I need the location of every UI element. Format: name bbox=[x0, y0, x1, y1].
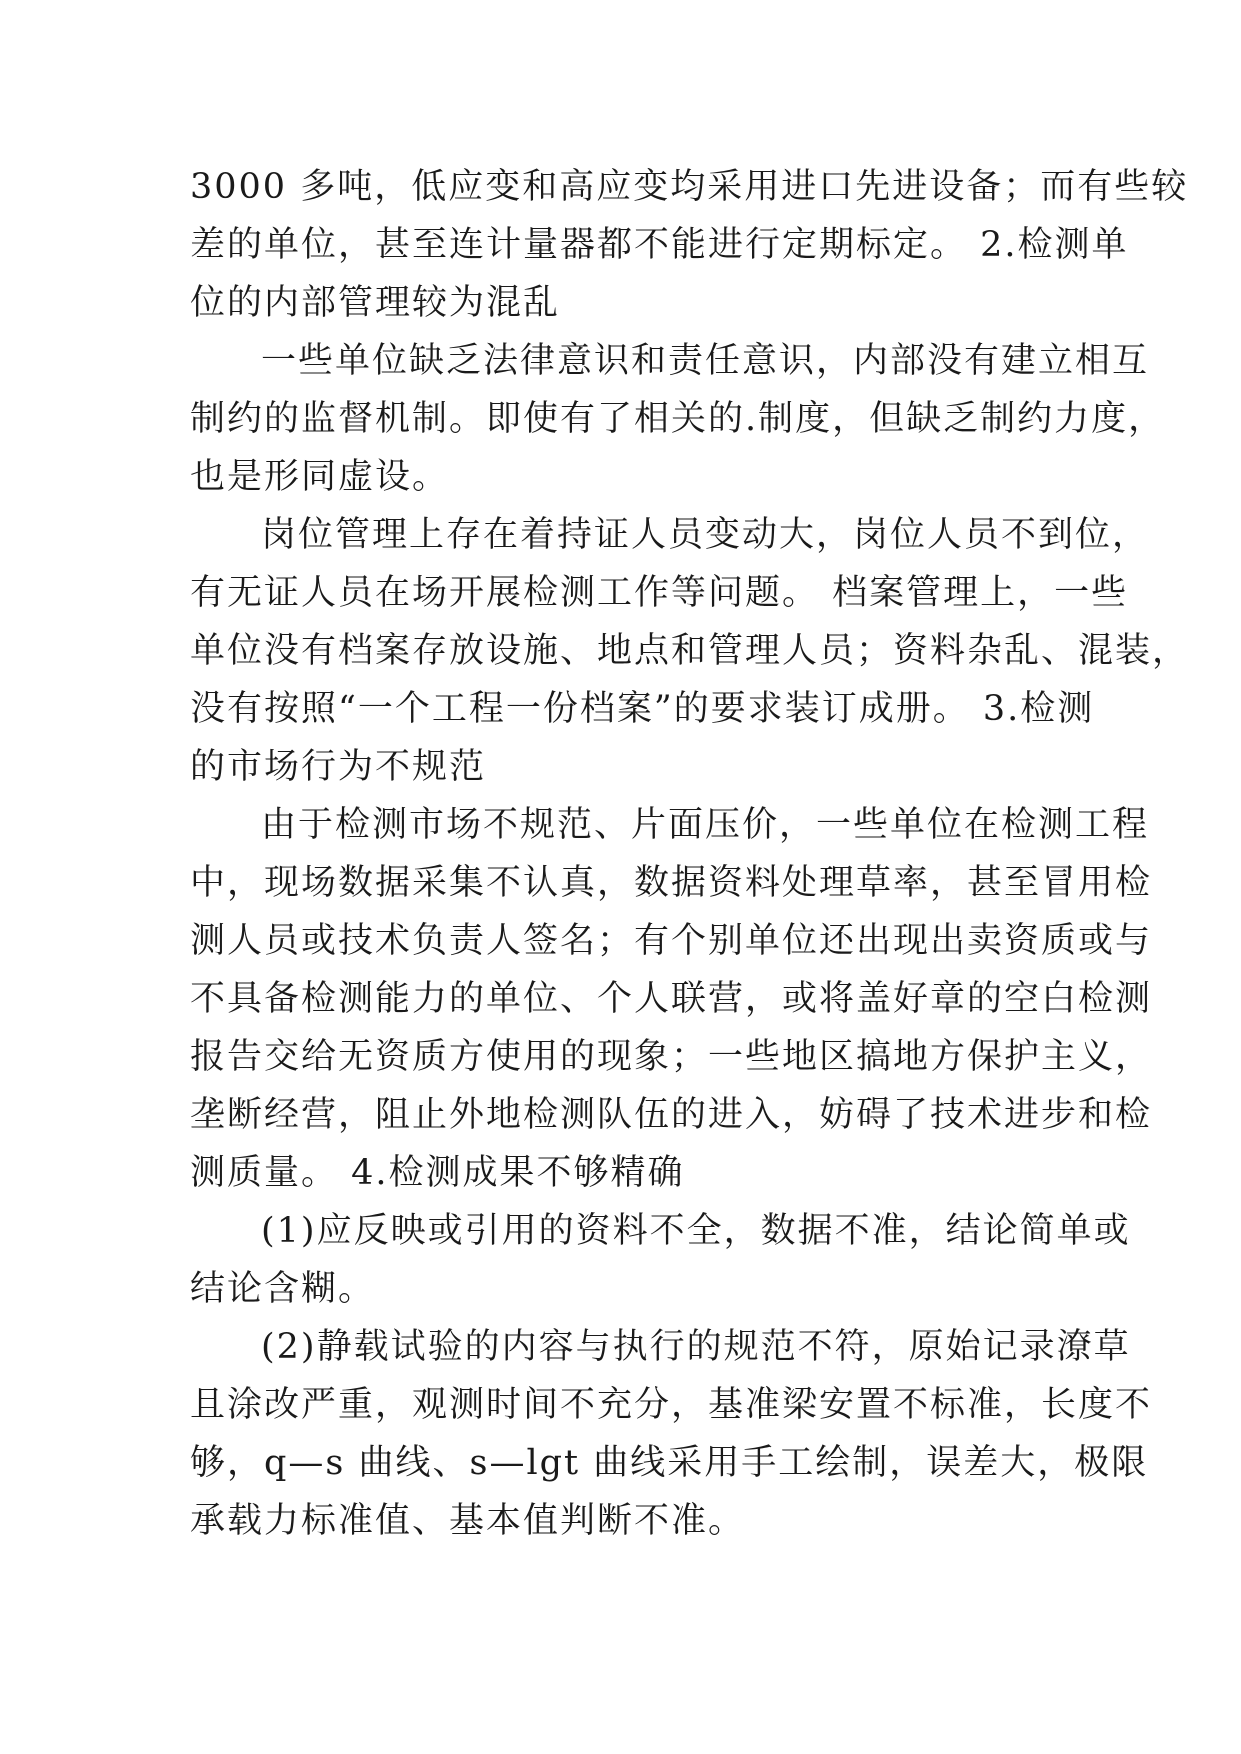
text-line: 差的单位，甚至连计量器都不能进行定期标定。 2.检测单 bbox=[190, 225, 1129, 265]
text-line: 一些单位缺乏法律意识和责任意识，内部没有建立相互 bbox=[261, 341, 1150, 381]
text-line: 位的内部管理较为混乱 bbox=[190, 283, 561, 323]
paragraph-4 bbox=[190, 796, 1153, 1202]
text-line: 也是形同虚设。 bbox=[190, 457, 450, 497]
text-line: 承载力标准值、基本值判断不准。 bbox=[190, 1501, 746, 1541]
text-line: 中，现场数据采集不认真，数据资料处理草率，甚至冒用检 bbox=[190, 863, 1153, 903]
text-line: 由于检测市场不规范、片面压价，一些单位在检测工程 bbox=[261, 805, 1150, 845]
text-line: 测质量。 4.检测成果不够精确 bbox=[190, 1153, 685, 1193]
text-line: 3000 多吨，低应变和高应变均采用进口先进设备；而有些较 bbox=[190, 167, 1189, 207]
document-body bbox=[190, 158, 1190, 1550]
text-line: (1)应反映或引用的资料不全，数据不准，结论简单或 bbox=[261, 1211, 1131, 1251]
text-line: 不具备检测能力的单位、个人联营，或将盖好章的空白检测 bbox=[190, 979, 1153, 1019]
paragraph-3 bbox=[190, 506, 1190, 796]
paragraph-2 bbox=[190, 332, 1166, 506]
text-line: 单位没有档案存放设施、地点和管理人员；资料杂乱、混装， bbox=[190, 631, 1190, 671]
text-line: (2)静载试验的内容与执行的规范不符，原始记录潦草 bbox=[261, 1327, 1131, 1367]
text-line: 岗位管理上存在着持证人员变动大，岗位人员不到位， bbox=[261, 515, 1150, 555]
text-line: 有无证人员在场开展检测工作等问题。 档案管理上，一些 bbox=[190, 573, 1129, 613]
text-line: 报告交给无资质方使用的现象；一些地区搞地方保护主义， bbox=[190, 1037, 1153, 1077]
text-line: 测人员或技术负责人签名；有个别单位还出现出卖资质或与 bbox=[190, 921, 1153, 961]
paragraph-6 bbox=[190, 1318, 1153, 1550]
text-line: 够，q—s 曲线、s—lgt 曲线采用手工绘制，误差大，极限 bbox=[190, 1443, 1149, 1483]
text-line: 的市场行为不规范 bbox=[190, 747, 487, 787]
text-line: 制约的监督机制。即使有了相关的.制度，但缺乏制约力度， bbox=[190, 399, 1166, 439]
text-line: 结论含糊。 bbox=[190, 1269, 376, 1309]
text-line: 且涂改严重，观测时间不充分，基准梁安置不标准，长度不 bbox=[190, 1385, 1153, 1425]
paragraph-5 bbox=[190, 1202, 1131, 1318]
text-line: 垄断经营，阻止外地检测队伍的进入，妨碍了技术进步和检 bbox=[190, 1095, 1153, 1135]
text-line: 没有按照“一个工程一份档案”的要求装订成册。 3.检测 bbox=[190, 689, 1095, 729]
paragraph-1 bbox=[190, 158, 1189, 332]
